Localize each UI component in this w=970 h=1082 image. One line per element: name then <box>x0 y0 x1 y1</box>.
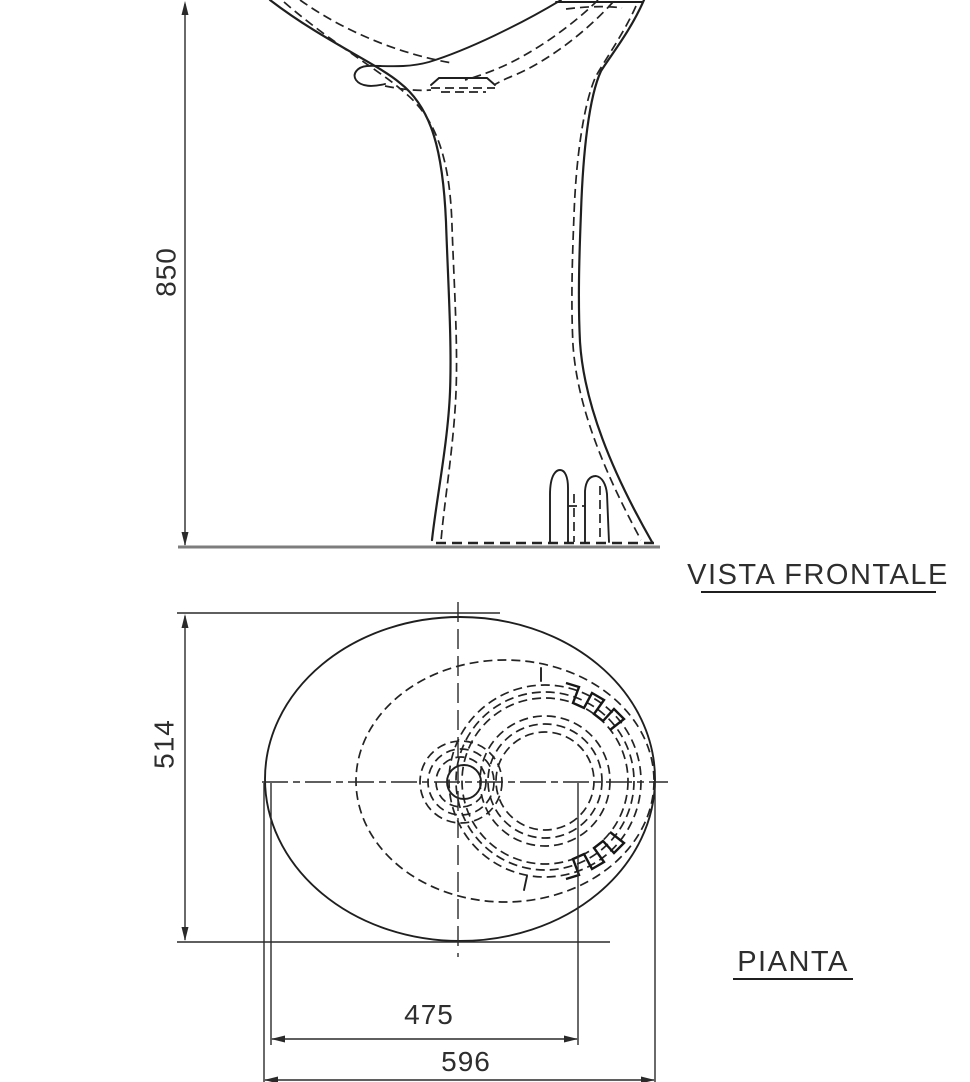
ring-circle <box>496 732 594 830</box>
arrowhead-up <box>182 614 189 628</box>
dimension-value: 475 <box>404 999 454 1030</box>
dimension-value: 596 <box>441 1046 491 1077</box>
plan-basin-width-dimension <box>271 783 578 1045</box>
plan-overall-width-dimension <box>264 783 655 1082</box>
front-pipe-hidden-edges <box>568 486 600 542</box>
dimension-value: 850 <box>150 247 182 297</box>
view-label: VISTA FRONTALE <box>687 559 949 591</box>
front-hidden-edges <box>284 0 641 541</box>
front-pipe-right <box>585 476 609 542</box>
plan-view-title <box>733 946 853 979</box>
plan-tick-marks <box>524 668 541 890</box>
front-drain-fitting <box>431 78 495 85</box>
plan-depth-dimension <box>149 613 611 942</box>
front-pipe-left <box>550 470 568 542</box>
arrowhead-left <box>264 1077 278 1082</box>
arrowhead-right <box>641 1077 655 1082</box>
ring-circle <box>462 698 628 864</box>
dimension-value: 514 <box>148 719 180 769</box>
ring-circle <box>456 692 634 870</box>
ring-circle <box>488 724 602 838</box>
plan-column-rings <box>449 685 641 877</box>
arrowhead-down <box>182 532 189 546</box>
arrowhead-left <box>271 1036 285 1043</box>
plan-view <box>262 602 668 957</box>
ring-circle <box>480 716 610 846</box>
front-left-contour <box>270 0 451 540</box>
ring-circle <box>449 685 641 877</box>
front-view <box>178 0 660 547</box>
arrowhead-up <box>182 1 189 15</box>
arrowhead-down <box>182 927 189 941</box>
arrowhead-right <box>564 1036 578 1043</box>
view-label: PIANTA <box>737 946 849 978</box>
front-height-dimension <box>151 1 189 546</box>
front-view-title <box>687 559 949 592</box>
front-right-contour <box>579 0 652 542</box>
